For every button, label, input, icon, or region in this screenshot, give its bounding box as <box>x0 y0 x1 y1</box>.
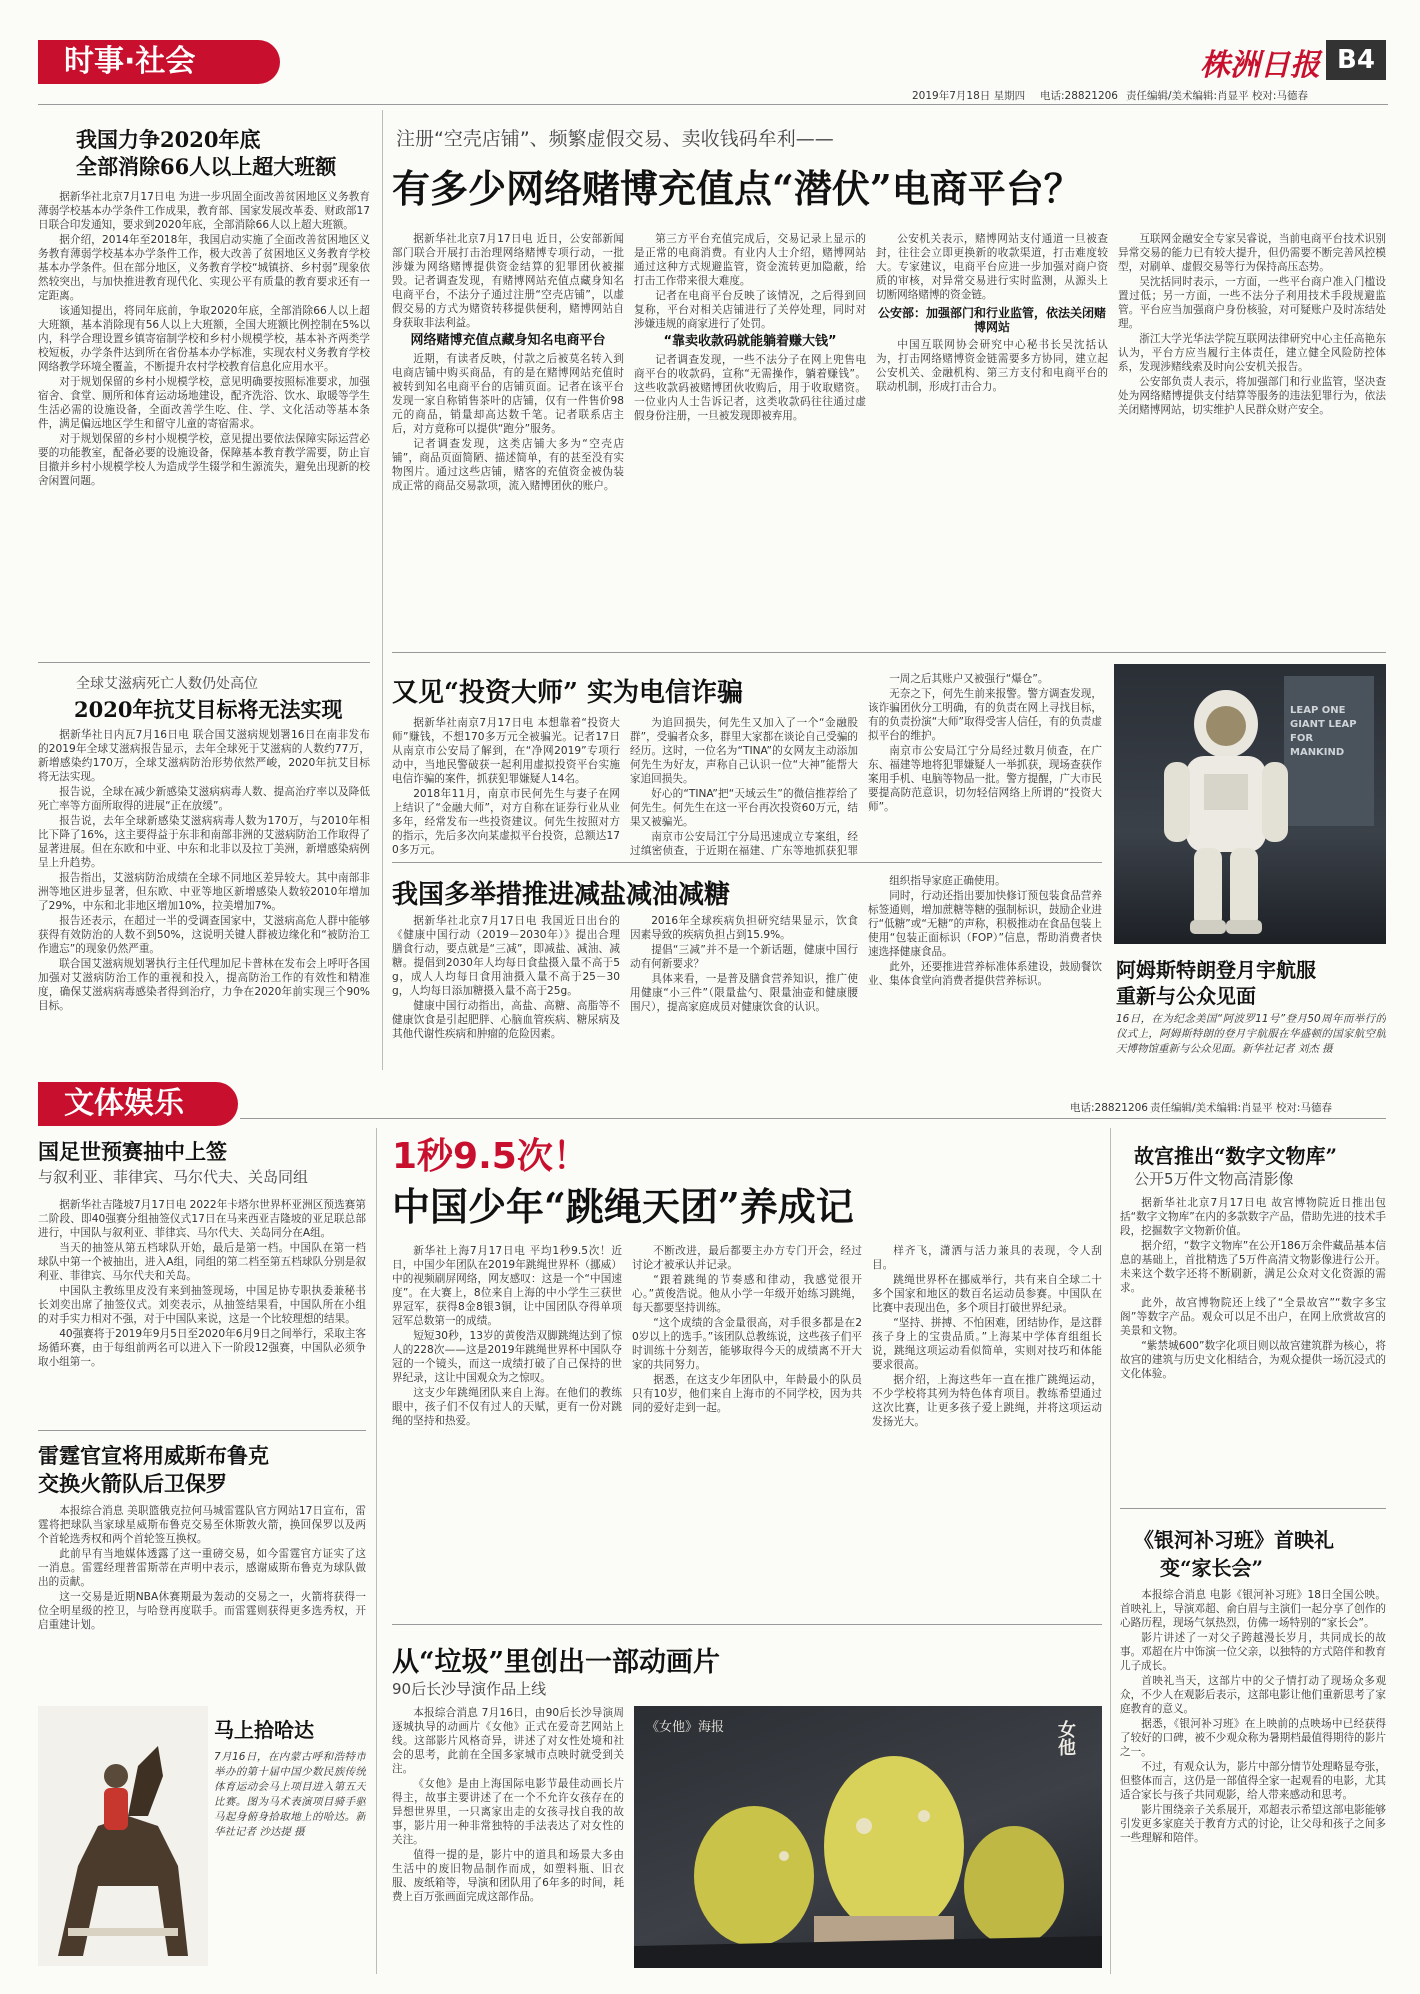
a5-body-col1: 据新华社北京7月17日电 我国近日出台的《健康中国行动（2019－2030年）》提出合理膳食行动，要点就是“三减”，即减盐、减油、减糖。提倡到2030年人均每日食盐摄入量不高于5g，成人人均每日食用油摄入量不高于25－30g，人均每日添加糖摄入量不高于25g。 健康中国行动指出，高盐、高糖、高脂等不健康饮食是引起肥胖、心脑血管疾病、糖尿病及其他代谢性疾病和肿瘤的危险因素。 <box>392 915 620 1040</box>
a2-body-col3: 公安机关表示，赌博网站支付通道一旦被查封，往往会立即更换新的收款渠道，打击难度较大。专家建议，电商平台应进一步加强对商户资质的审核，对异常交易进行实时监测，从源头上切断网络赌博的资金链。 公安部：加强部门和行业监管，依法关闭赌博网站 中国互联网协会研究中心秘书长吴沈括认为，打击网络赌博资金链需要多方协同，建立起公安机关、金融机构、第三方支付和电商平台的联动机制，形成打击合力。 <box>876 233 1108 393</box>
section-banner-culture <box>38 1082 238 1126</box>
b1-headline: 国足世预赛抽中上签 <box>38 1139 227 1164</box>
b1-divider <box>38 1430 366 1431</box>
a2-body-col4: 互联网金融安全专家吴睿说，当前电商平台技术识别异常交易的能力已有较大提升，但仍需要不断完善风控模型，对刷单、虚假交易等行为保持高压态势。 吴沈括同时表示，一方面，一些平台商户准入门槛设置过低；另一方面，一些不法分子利用技术手段规避监管。平台应当加强商户身份核验，对可疑账户及时冻结处理。 浙江大学光华法学院互联网法律研究中心主任高艳东认为，平台方应当履行主体责任，建立健全风险防控体系，发现涉赌线索及时向公安机关报告。 公安部负责人表示，将加强部门和行业监管，坚决查处为网络赌博提供支付结算等服务的违法犯罪行为，依法关闭赌博网站，切实维护人民群众财产安全。 <box>1118 233 1386 416</box>
masthead-rule <box>38 104 1388 105</box>
second-editors: 责任编辑/美术编辑:肖显平 校对:马德春 <box>1150 1102 1332 1114</box>
b7-body: 本报综合消息 电影《银河补习班》18日全国公映。首映礼上，导演邓超、俞白眉与主演们一起分享了创作的心路历程，现场气氛热烈，仿佛一场特别的“家长会”。 影片讲述了一对父子跨越漫长岁月，共同成长的故事。邓超在片中饰演一位父亲，以独特的方式陪伴和教育儿子成长。 首映礼当天，这部片中的父子情打动了现场众多观众，不少人在观影后表示，这部电影让他们重新思考了家庭教育的意义。 据悉，《银河补习班》在上映前的点映场中已经获得了较好的口碑，被不少观众称为暑期档最值得期待的影片之一。 不过，有观众认为，影片中部分情节处理略显夸张，但整体而言，这仍是一部值得全家一起观看的电影，尤其适合家长与孩子共同观影，给人带来感动和思考。 影片围绕亲子关系展开，邓超表示希望这部电影能够引发更多家庭关于教育方式的讨论，让父母和孩子之间多一些理解和陪伴。 <box>1120 1589 1386 1844</box>
animation-poster <box>634 1706 1102 1968</box>
b5-headline: 从“垃圾”里创出一部动画片 <box>392 1647 721 1678</box>
a4-divider <box>392 862 1102 863</box>
b5-body: 本报综合消息 7月16日，由90后长沙导演周逐城执导的动画片《女他》正式在爱奇艺网站上线。这部影片风格奇异，讲述了对女性处境和社会的思考，此前在全国多家城市点映时就受到关注。 《女他》是由上海国际电影节最佳动画长片得主，故事主要讲述了在一个不允许女孩存在的异想世界里，一只离家出走的女孩寻找自我的故事，影片用一种非常独特的手法表达了对女性的关注。 值得一提的是，影片中的道具和场景大多由生活中的废旧物品制作而成，如塑料瓶、旧衣服、废纸箱等，导演和团队用了6年多的时间，耗费上百万张画面完成这部作品。 <box>392 1707 624 1903</box>
poster-mark: 女他 <box>1055 1720 1076 1756</box>
a3-body: 据新华社日内瓦7月16日电 联合国艾滋病规划署16日在南非发布的2019年全球艾滋病报告显示，去年全球死于艾滋病的人数约77万，新增感染约170万，全球艾滋病防治形势依然严峻，2020年抗艾目标将无法实现。 报告说，全球在减少新感染艾滋病病毒人数、提高治疗率以及降低死亡率等方面所取得的进展“正在放缓”。 报告说，去年全球新感染艾滋病病毒人数为170万，与2010年相比下降了16%，这主要得益于东非和南部非洲的艾滋病防治工作取得了显著进展。但在东欧和中亚、中东和北非以及拉丁美洲，新增感染病例呈上升趋势。 报告指出，艾滋病防治成绩在全球不同地区差异较大。其中南部非洲等地区进步显著，但东欧、中亚等地区新增感染人数较2010年增加了29%，中东和北非地区增加10%，拉美增加7%。 报告还表示，在超过一半的受调查国家中，艾滋病高危人群中能够获得有效防治的人数不到50%，这说明关键人群被边缘化和“被防治工作遗忘”的现象仍然严重。 联合国艾滋病规划署执行主任代理加尼卡普林在发布会上呼吁各国加强对艾滋病防治工作的重视和投入，提高防治工作的有效性和精准度，确保艾滋病病毒感染者得到治疗，力争在2020年前实现三个90%目标。 <box>38 729 370 1012</box>
a1-headline-1: 我国力争2020年底 <box>76 127 261 152</box>
a6-caption: 16日，在为纪念美国“阿波罗11号”登月50周年而举行的仪式上，阿姆斯特朗的登月宇航服在华盛顿的国家航空航天博物馆重新与公众见面。新华社记者 刘杰 摄 <box>1116 1013 1386 1055</box>
a4-body-col3: 一周之后其账户又被强行“爆仓”。 无奈之下，何先生前来报警。警方调查发现，该诈骗团伙分工明确，有的负责在网上寻找目标，有的负责扮演“大师”取得受害人信任，有的负责虚拟平台的维护。 南京市公安局江宁分局经过数月侦查，在广东、福建等地将犯罪嫌疑人一举抓获，现场查获作案用手机、电脑等物品一批。警方提醒，广大市民要提高防范意识，切勿轻信网络上所谓的“投资大师”。 <box>868 673 1102 813</box>
section-title: 文体娱乐 <box>64 1086 184 1121</box>
b2-headline-2: 交换火箭队后卫保罗 <box>38 1471 227 1496</box>
spacesuit-photo <box>1114 664 1386 944</box>
section-title: 时事·社会 <box>64 44 196 79</box>
b6-body: 据新华社北京7月17日电 故宫博物院近日推出包括“数字文物库”在内的多款数字产品，借助先进的技术手段，挖掘数字文物新价值。 据介绍，“数字文物库”在公开186万余件藏品基本信息的基础上，首批精选了5万件高清文物影像进行公开。未来这个数字还将不断刷新，满足公众对文化资源的需求。 此外，故宫博物院还上线了“全景故宫”“数字多宝阁”等数字产品。观众可以足不出户，在网上欣赏故宫的美景和文物。 “紫禁城600”数字化项目则以故宫建筑群为核心，将故宫的建筑与历史文化相结合，为观众提供一场沉浸式的文化体验。 <box>1120 1197 1386 1380</box>
b1-subhead: 与叙利亚、菲律宾、马尔代夫、关岛同组 <box>38 1168 309 1186</box>
a6-caption-title-1: 阿姆斯特朗登月宇航服 <box>1116 958 1316 982</box>
a5-headline: 我国多举措推进减盐减油减糖 <box>392 880 731 910</box>
a6-caption-title-2: 重新与公众见面 <box>1116 984 1256 1008</box>
a3-headline: 2020年抗艾目标将无法实现 <box>74 697 343 722</box>
b1-body: 据新华社吉隆坡7月17日电 2022年卡塔尔世界杯亚洲区预选赛第二阶段、即40强赛分组抽签仪式17日在马来西亚吉隆坡的亚足联总部进行，中国队与叙利亚、菲律宾、马尔代夫、关岛同分在A组。 当天的抽签从第五档球队开始，最后是第一档。中国队在第一档球队中第一个被抽出，进入A组，同组的第二档至第五档球队分别是叙利亚、菲律宾、马尔代夫和关岛。 中国队主教练里皮没有来到抽签现场，中国足协专职执委兼秘书长刘奕出席了抽签仪式。刘奕表示，从抽签结果看，中国队所在小组的对手实力相对不强，对于中国队来说，这是一个比较理想的结果。 40强赛将于2019年9月5日至2020年6月9日之间举行，采取主客场循环赛，由于每组前两名可以进入下一阶段12强赛，中国队必须争取小组第一。 <box>38 1199 366 1368</box>
a1-divider <box>38 662 370 663</box>
poster-title: 《女他》海报 <box>646 1720 725 1735</box>
b6-headline: 故宫推出“数字文物库” <box>1134 1144 1338 1168</box>
a4-headline: 又见“投资大师” 实为电信诈骗 <box>392 678 743 708</box>
column-divider-3 <box>1110 1128 1111 1974</box>
b4-kicker: 1秒9.5次！ <box>392 1136 589 1177</box>
b2-headline-1: 雷霆官宣将用威斯布鲁克 <box>38 1443 269 1468</box>
a5-body-col2: 2016年全球疾病负担研究结果显示，饮食因素导致的疾病负担占到15.9%。 提倡“三减”并不是一个新话题，健康中国行动有何新要求？ 具体来看，一是普及膳食营养知识，推广使用健康“小三件”（限量盐勺、限量油壶和健康腰围尺），提高家庭成员对健康饮食的认识。 <box>630 915 858 1013</box>
a4-body-col1: 据新华社南京7月17日电 本想靠着“投资大师”赚钱，不想170多万元全被骗光。记者17日从南京市公安局了解到，在“净网2019”专项行动中，当地民警破获一起利用虚拟投资平台实施电信诈骗的案件，抓获犯罪嫌疑人14名。 2018年11月，南京市民何先生与妻子在网上结识了“金融大师”，对方自称在证券行业从业多年，经常发布一些投资建议。何先生按照对方的指示，先后多次向某虚拟平台投资，总额达170多万元。 <box>392 717 620 856</box>
masthead-phone: 电话:28821206 <box>1040 90 1118 102</box>
a2-kicker: 注册“空壳店铺”、频繁虚假交易、卖收钱码牟利—— <box>396 128 834 150</box>
a2-subhead-1: 网络赌博充值点藏身知名电商平台 <box>410 333 606 348</box>
section-rule <box>240 1118 1386 1119</box>
a4-body-col2: 为追回损失，何先生又加入了一个“金融股群”，受骗者众多，群里大家都在谈论自己受骗的经历。这时，一位名为“TINA”的女网友主动添加何先生为好友，声称自己认识一位“大神”能帮大家追回损失。 好心的“TINA”把“天域云生”的微信推荐给了何先生。何先生在这一平台再次投资60万元，结果又被骗光。 南京市公安局江宁分局迅速成立专案组，经过缜密侦查，于近期在福建、广东等地抓获犯罪 <box>630 717 858 856</box>
horse-rider-icon <box>38 1706 208 1966</box>
a2-divider <box>392 652 1386 653</box>
horse-rider-photo <box>38 1706 208 1966</box>
b7-headline-2: 变“家长会” <box>1160 1556 1264 1580</box>
photo-wall-text: LEAP ONE GIANT LEAP FOR MANKIND <box>1290 705 1357 758</box>
b4-body-col2: 不断改进，最后都要主办方专门开会，经过讨论才被承认并记录。 “跟着跳绳的节奏感和律动，我感觉很开心。”黄俊浩说。他从小学一年级开始练习跳绳，每天都要坚持训练。 “这个成绩的含金量很高，对手很多都是在20岁以上的选手。”该团队总教练说，这些孩子们平时训练十分刻苦，能够取得今天的成绩离不开大家的共同努力。 据悉，在这支少年团队中，年龄最小的队员只有10岁，他们来自上海市的不同学校，因为共同的爱好走到一起。 <box>632 1245 862 1414</box>
newspaper-logo: 株洲日报 <box>1200 48 1320 83</box>
column-divider-2 <box>376 1128 377 1974</box>
a2-body-col2: 第三方平台充值完成后，交易记录上显示的是正常的电商消费。有业内人士介绍，赌博网站通过这种方式规避监管，资金流转更加隐蔽，给打击工作带来很大难度。 记者在电商平台反映了该情况，之后得到回复称，平台对相关店铺进行了关停处理，同时对涉嫌违规的商家进行了处罚。 “靠卖收款码就能躺着赚大钱” 记者调查发现，一些不法分子在网上兜售电商平台的收款码，宣称“无需操作，躺着赚钱”。这些收款码被赌博团伙收购后，用于收取赌资。一位业内人士告诉记者，这类收款码往往通过虚假身份注册，一旦被发现即被弃用。 <box>634 233 866 422</box>
b2-body: 本报综合消息 美职篮俄克拉何马城雷霆队官方网站17日宣布，雷霆将把球队当家球星威斯布鲁克交易至休斯敦火箭，换回保罗以及两个首轮选秀权和两个首轮签互换权。 此前早有当地媒体透露了这一重磅交易，如今雷霆官方证实了这一消息。雷霆经理普雷斯蒂在声明中表示，感谢威斯布鲁克为球队做出的贡献。 这一交易是近期NBA休赛期最为轰动的交易之一，火箭将获得一位全明星级的控卫，与哈登再度联手。而雷霆则获得更多选秀权，开启重建计划。 <box>38 1505 366 1631</box>
a2-body-col1: 据新华社北京7月17日电 近日，公安部新闻部门联合开展打击治理网络赌博专项行动，一批涉嫌为网络赌博提供资金结算的犯罪团伙被摧毁。记者调查发现，有赌博网站充值点藏身知名电商平台，不法分子通过注册“空壳店铺”，以虚假交易的方式为赌资转移提供便利，赌博网站自身获取非法利益。 网络赌博充值点藏身知名电商平台 近期，有读者反映，付款之后被莫名转入到电商店铺中购买商品，有的是在赌博网站充值时被转到知名电商平台的店铺页面。记者在该平台发现一家自称销售茶叶的店铺，仅有一件售价98元的商品，销量却高达数千笔。记者联系店主后，对方竟称可以提供“跑分”服务。 记者调查发现，这类店铺大多为“空壳店铺”，商品页面简陋、描述简单，有的甚至没有实物图片。通过这些店铺，赌客的充值资金被伪装成正常的商品交易款项，流入赌博团伙的账户。 <box>392 233 624 492</box>
b4-divider <box>392 1624 1102 1625</box>
b4-headline: 中国少年“跳绳天团”养成记 <box>392 1184 854 1229</box>
b6-subhead: 公开5万件文物高清影像 <box>1134 1170 1294 1188</box>
a3-kicker: 全球艾滋病死亡人数仍处高位 <box>76 676 258 692</box>
masthead-editors: 责任编辑/美术编辑:肖显平 校对:马德春 <box>1126 90 1308 102</box>
b7-headline-1: 《银河补习班》首映礼 <box>1134 1528 1334 1552</box>
b4-body-col3: 样齐飞，潇洒与活力兼具的表现，令人刮目。 跳绳世界杯在挪威举行，共有来自全球二十多个国家和地区的数百名运动员参赛。中国队在比赛中表现出色，多个项目打破世界纪录。 “坚持、拼搏、不怕困难，团结协作，是这群孩子身上的宝贵品质。”上海某中学体育组组长说，跳绳这项运动看似简单，实则对技巧和体能要求很高。 据介绍，上海这些年一直在推广跳绳运动，不少学校将其列为特色体育项目。教练希望通过这次比赛，让更多孩子爱上跳绳，并将这项运动发扬光大。 <box>872 1245 1102 1428</box>
a2-subhead-2: “靠卖收款码就能躺着赚大钱” <box>663 334 837 349</box>
b3-caption: 7月16日，在内蒙古呼和浩特市举办的第十届中国少数民族传统体育运动会马上项目进入第五天比赛。图为马术表演项目骑手驱马起身俯身拾取地上的哈达。新华社记者 沙达提 摄 <box>214 1751 366 1838</box>
section-banner-news <box>38 40 280 84</box>
b5-subhead: 90后长沙导演作品上线 <box>392 1680 547 1698</box>
second-phone: 电话:28821206 <box>1070 1102 1148 1114</box>
a1-headline-2: 全部消除66人以上超大班额 <box>76 154 337 179</box>
b6-divider <box>1120 1508 1386 1509</box>
b4-body-col1: 新华社上海7月17日电 平均1秒9.5次！近日，中国少年团队在2019年跳绳世界杯（挪威）中的视频刷屏网络，网友感叹：这是一个“中国速度”。在大赛上，8位来自上海的中小学生三获世界冠军，获得8金8银3铜，让中国团队夺得单项冠军总数第一的成绩。 短短30秒，13岁的黄俊浩双脚跳绳达到了惊人的228次——这是2019年跳绳世界杯中国队夺冠的一个镜头，而这一成绩打破了自己保持的世界纪录，这让中国观众为之惊叹。 这支少年跳绳团队来自上海。在他们的教练眼中，孩子们不仅有过人的天赋，更有一份对跳绳的坚持和热爱。 <box>392 1245 622 1427</box>
a2-subhead-3: 公安部：加强部门和行业监管，依法关闭赌博网站 <box>877 306 1106 334</box>
a1-body: 据新华社北京7月17日电 为进一步巩固全面改善贫困地区义务教育薄弱学校基本办学条件工作成果，教育部、国家发展改革委、财政部17日联合印发通知，要求到2020年底，全部消除66人以上超大班额。 据介绍，2014年至2018年，我国启动实施了全面改善贫困地区义务教育薄弱学校基本办学条件工作，极大改善了贫困地区义务教育学校基本办学条件。但在部分地区，义务教育学校“城镇挤、乡村弱”现象依然较突出，与加快推进教育现代化、实现公平有质量的教育要求还有一定距离。 该通知提出，将同年底前，争取2020年底，全部消除66人以上超大班额，基本消除现有56人以上大班额，全国大班额比例控制在5%以内，科学合理设置乡镇寄宿制学校和乡村小规模学校，基本补齐两类学校短板，办学条件达到所在省份基本办学标准，实现农村义务教育学校网络教学环境全覆盖，不断提升农村学校教育信息化应用水平。 对于规划保留的乡村小规模学校，意见明确要按照标准要求，加强宿舍、食堂、厕所和体育运动场地建设，配齐洗浴、饮水、取暖等学生生活必需的设施设备，全面改善学生吃、住、学、文化活动等基本条件，满足偏远地区学生和留守儿童的寄宿需求。 对于规划保留的乡村小规模学校，意见提出要依法保障实际运营必要的功能教室，配备必要的设施设备，保障基本教育教学需要，防止盲目撤并乡村小规模学校人为造成学生辍学和生源流失，避免出现新的校舍闲置问题。 <box>38 191 370 487</box>
column-divider <box>382 110 383 1070</box>
poster-art-icon <box>634 1706 1102 1968</box>
a2-headline: 有多少网络赌博充值点“潜伏”电商平台？ <box>392 166 1082 211</box>
b3-headline: 马上拾哈达 <box>214 1718 314 1742</box>
masthead-date: 2019年7月18日 星期四 <box>912 90 1026 102</box>
a5-body-col3: 组织指导家庭正确使用。 同时，行动还指出要加快修订预包装食品营养标签通则，增加蔗糖等糖的强制标识，鼓励企业进行“低糖”或“无糖”的声称，积极推动在食品包装上使用“包装正面标识（FOP）”信息，帮助消费者快速选择健康食品。 此外，还要推进营养标准体系建设，鼓励餐饮业、集体食堂向消费者提供营养标识。 <box>868 875 1102 987</box>
page-number: B4 <box>1326 40 1386 80</box>
